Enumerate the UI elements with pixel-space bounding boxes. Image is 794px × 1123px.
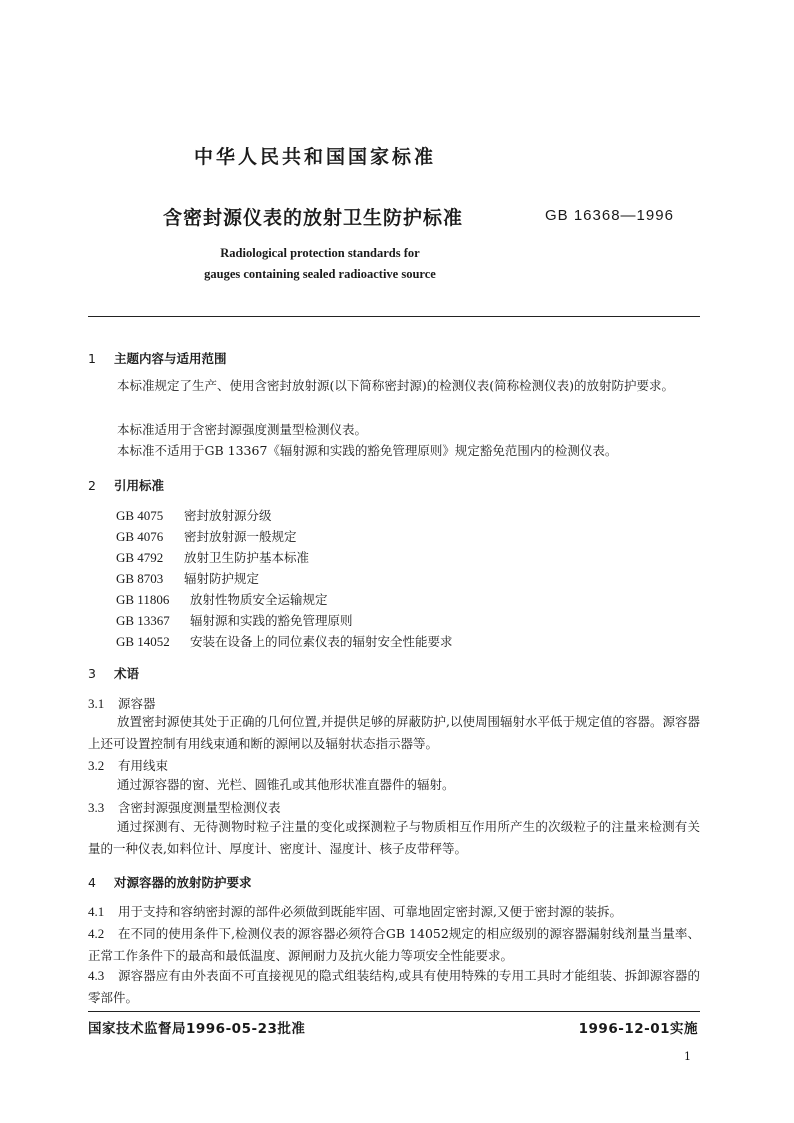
section-number: 1: [88, 351, 96, 366]
reference-item: [116, 590, 328, 608]
reference-title: 放射性物质安全运输规定: [190, 592, 328, 607]
term-definition: 放置密封源使其处于正确的几何位置,并提供足够的屏蔽防护,以使周围辐射水平低于规定值的容器。源容器上还可设置控制有用线束通和断的源闸以及辐射状态指示器等。: [88, 714, 700, 751]
term-name: 含密封源强度测量型检测仪表: [118, 800, 281, 815]
section-2-heading: [88, 476, 164, 494]
reference-title: 密封放射源一般规定: [184, 529, 297, 544]
reference-title: 辐射防护规定: [184, 571, 260, 586]
header-divider: [88, 316, 700, 317]
standard-number: GB 16368—1996: [545, 207, 674, 224]
clause: [88, 901, 700, 923]
term-definition: 通过源容器的窗、光栏、圆锥孔或其他形状准直器件的辐射。: [117, 777, 455, 792]
section-number: 2: [88, 478, 96, 493]
reference-item: [116, 632, 453, 650]
english-title-line-1: Radiological protection standards for: [220, 246, 420, 260]
reference-code: GB 13367: [116, 613, 170, 628]
section-number: 3: [88, 666, 96, 681]
section-3-heading: [88, 664, 139, 682]
term-name: 有用线束: [118, 758, 169, 773]
english-title-line-2: gauges containing sealed radioactive source: [204, 267, 436, 281]
clause-number: 4.1: [88, 904, 105, 919]
footer-divider: [88, 1011, 700, 1012]
section-title: 术语: [114, 666, 140, 681]
term-name: 源容器: [118, 696, 156, 711]
page-number: 1: [684, 1050, 691, 1063]
reference-item: [116, 611, 353, 629]
reference-code: GB 11806: [116, 592, 170, 607]
section-title: 引用标准: [114, 478, 165, 493]
section-4-heading: [88, 873, 252, 891]
term-definition: 通过探测有、无待测物时粒子注量的变化或探测粒子与物质相互作用所产生的次级粒子的注量来检测有关量的一种仪表,如料位计、厚度计、密度计、湿度计、核子皮带秤等。: [88, 819, 700, 856]
reference-code: GB 4792: [116, 550, 164, 565]
clause-number: 4.3: [88, 968, 105, 983]
clause: [88, 965, 700, 1009]
term-heading: [88, 694, 156, 712]
clause-text: 用于支持和容纳密封源的部件必须做到既能牢固、可靠地固定密封源,又便于密封源的装拆。: [118, 904, 622, 919]
clause-number: 4.2: [88, 926, 105, 941]
implementation-date: 1996-12-01实施: [578, 1021, 698, 1037]
reference-item: [116, 506, 272, 524]
reference-title: 安装在设备上的同位素仪表的辐射安全性能要求: [190, 634, 453, 649]
reference-title: 辐射源和实践的豁免管理原则: [190, 613, 353, 628]
reference-item: [116, 548, 309, 566]
reference-code: GB 4075: [116, 508, 164, 523]
section-title: 对源容器的放射防护要求: [114, 875, 252, 890]
reference-code: GB 4076: [116, 529, 164, 544]
term-heading: [88, 798, 281, 816]
section-number: 4: [88, 875, 96, 890]
approval-info: 国家技术监督局1996-05-23批准: [88, 1021, 306, 1037]
paragraph: 本标准规定了生产、使用含密封放射源(以下简称密封源)的检测仪表(简称检测仪表)的放射防护要求。: [117, 378, 675, 393]
clause-number: 3.3: [88, 800, 105, 815]
reference-title: 密封放射源分级: [184, 508, 272, 523]
clause-text: 在不同的使用条件下,检测仪表的源容器必须符合GB 14052规定的相应级别的源容器漏射线剂量当量率、正常工作条件下的最高和最低温度、源闸耐力及抗火能力等项安全性能要求。: [88, 926, 700, 963]
clause-number: 3.1: [88, 696, 105, 711]
document-title: 含密封源仪表的放射卫生防护标准: [163, 207, 464, 229]
nation-standard-heading: 中华人民共和国国家标准: [193, 146, 436, 168]
paragraph: 本标准适用于含密封源强度测量型检测仪表。: [117, 422, 368, 437]
reference-code: GB 14052: [116, 634, 170, 649]
term-heading: [88, 756, 168, 774]
section-title: 主题内容与适用范围: [114, 351, 227, 366]
paragraph: 本标准不适用于GB 13367《辐射源和实践的豁免管理原则》规定豁免范围内的检测仪表。: [117, 443, 618, 458]
reference-code: GB 8703: [116, 571, 164, 586]
section-1-heading: [88, 349, 227, 367]
clause-number: 3.2: [88, 758, 105, 773]
clause-text: 源容器应有由外表面不可直接视见的隐式组装结构,或具有使用特殊的专用工具时才能组装、拆卸源容器的零部件。: [88, 968, 700, 1005]
reference-item: [116, 527, 297, 545]
reference-item: [116, 569, 259, 587]
reference-title: 放射卫生防护基本标准: [184, 550, 310, 565]
clause: [88, 923, 700, 967]
